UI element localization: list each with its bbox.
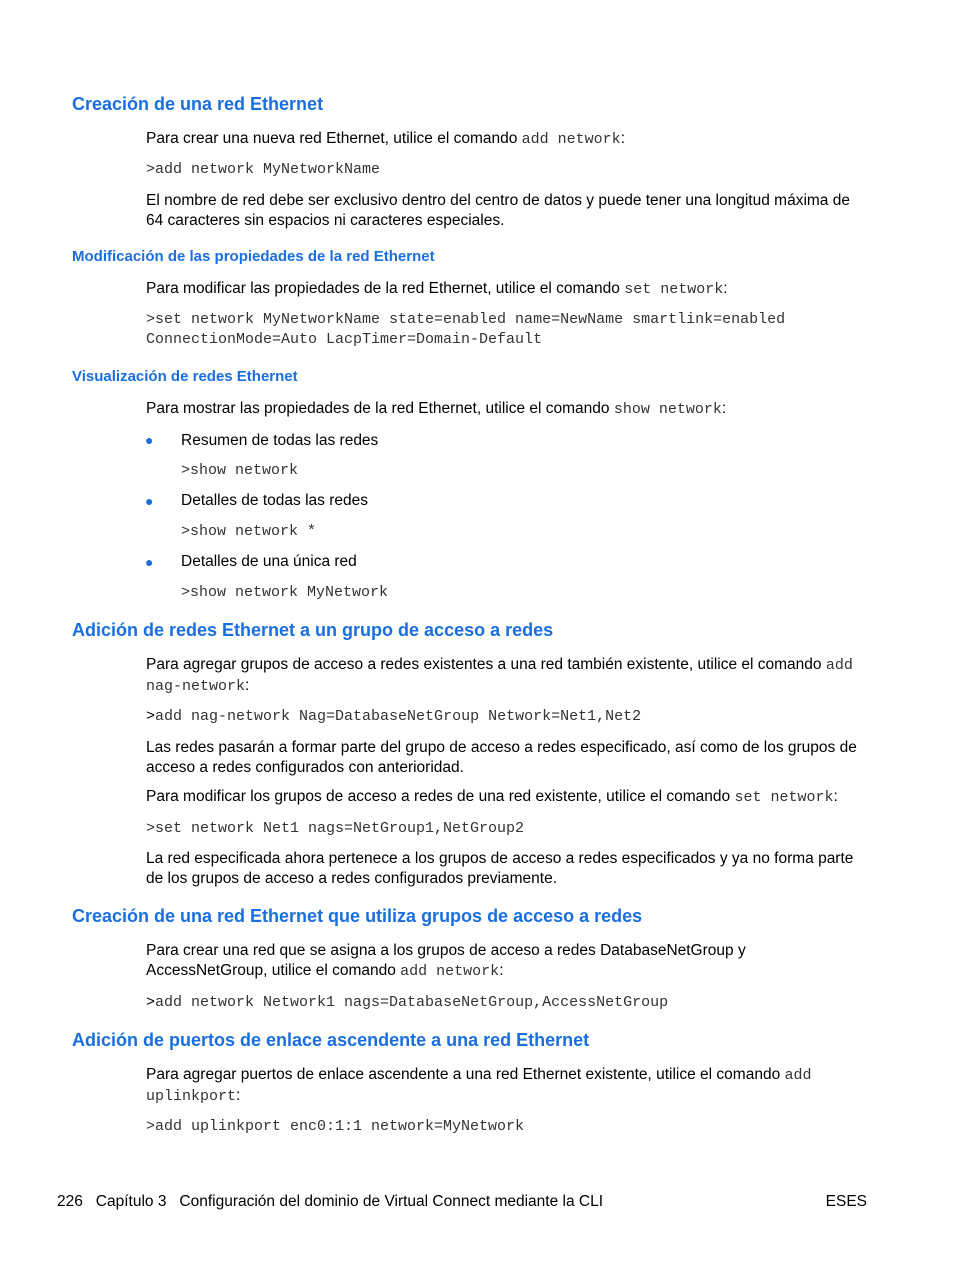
code-text: add nag-network Nag=DatabaseNetGroup Network=Net1,Net2: [155, 708, 642, 725]
code-block: >show network *: [181, 523, 317, 540]
paragraph: [146, 399, 866, 420]
text: Para crear una red que se asigna a los grupos de acceso a redes DatabaseNetGroup y AccessNetGroup, utilice el comando: [146, 942, 746, 979]
code-line: >set network MyNetworkName state=enabled name=NewName smartlink=enabled: [146, 311, 786, 328]
text: Para modificar las propiedades de la red Ethernet, utilice el comando: [146, 280, 625, 297]
inline-command: add network: [521, 131, 621, 148]
text: :: [620, 130, 626, 147]
inline-command: add nag-network: [146, 657, 853, 695]
section-title-add-uplinkport: Adición de puertos de enlace ascendente a una red Ethernet: [72, 1030, 590, 1050]
text: :: [245, 677, 250, 694]
page-footer: [57, 1192, 603, 1212]
code-block: [146, 707, 866, 727]
code-prompt: >: [146, 994, 156, 1011]
text: Para modificar los grupos de acceso a redes de una red existente, utilice el comando: [146, 788, 735, 805]
list-item: Resumen de todas las redes: [181, 432, 379, 449]
paragraph: La red especificada ahora pertenece a los grupos de acceso a redes especificados y ya no forma parte de los grupos de acceso a redes configurados previamente.: [146, 850, 854, 887]
language-code: ESES: [825, 1193, 867, 1210]
text: :: [236, 1087, 241, 1104]
text: :: [833, 788, 838, 805]
code-text: add network Network1 nags=DatabaseNetGroup,AccessNetGroup: [155, 994, 669, 1011]
code-line: ConnectionMode=Auto LacpTimer=Domain-Default: [146, 331, 543, 348]
text: Para agregar puertos de enlace ascendente a una red Ethernet existente, utilice el comando: [146, 1066, 785, 1083]
paragraph: [146, 787, 866, 808]
inline-command: set network: [624, 281, 724, 298]
code-block: >add uplinkport enc0:1:1 network=MyNetwork: [146, 1118, 525, 1135]
paragraph: El nombre de red debe ser exclusivo dentro del centro de datos y puede tener una longitud máxima de 64 caracteres sin espacios ni caracteres especiales.: [146, 192, 850, 229]
bullet-icon: ●: [145, 432, 154, 448]
code-block: >show network: [181, 462, 299, 479]
section-title-create-network: Creación de una red Ethernet: [72, 94, 324, 114]
subsection-title-modify-network: Modificación de las propiedades de la red Ethernet: [72, 248, 435, 265]
bullet-icon: ●: [145, 554, 154, 570]
inline-command: show network: [613, 401, 722, 418]
text: Para agregar grupos de acceso a redes existentes a una red también existente, utilice el comando: [146, 656, 826, 673]
bullet-icon: ●: [145, 493, 154, 509]
code-prompt: >: [146, 708, 156, 725]
paragraph: [146, 1065, 866, 1107]
code-block: >set network Net1 nags=NetGroup1,NetGroup2: [146, 820, 525, 837]
section-title-add-nag: Adición de redes Ethernet a un grupo de acceso a redes: [72, 620, 554, 640]
list-item: Detalles de todas las redes: [181, 492, 368, 509]
inline-command: add network: [400, 963, 500, 980]
paragraph: [146, 129, 866, 150]
inline-command: add uplinkport: [146, 1067, 812, 1105]
text: :: [721, 400, 727, 417]
page-number: 226: [57, 1193, 83, 1210]
text: Para mostrar las propiedades de la red Ethernet, utilice el comando: [146, 400, 614, 417]
section-title-create-with-nags: Creación de una red Ethernet que utiliza grupos de acceso a redes: [72, 906, 643, 926]
text: :: [499, 962, 504, 979]
chapter-title: Configuración del dominio de Virtual Connect mediante la CLI: [179, 1193, 604, 1210]
code-block: [146, 310, 866, 350]
text: :: [723, 280, 728, 297]
paragraph: [146, 941, 866, 982]
paragraph: [146, 655, 866, 697]
chapter-label: Capítulo 3: [95, 1193, 167, 1210]
subsection-title-show-networks: Visualización de redes Ethernet: [72, 368, 298, 385]
text: Para crear una nueva red Ethernet, utilice el comando: [146, 130, 522, 147]
paragraph: Las redes pasarán a formar parte del grupo de acceso a redes especificado, así como de los grupos de acceso a redes configurados con anterioridad.: [146, 739, 857, 776]
code-block: >show network MyNetwork: [181, 584, 389, 601]
code-block: >add network MyNetworkName: [146, 161, 381, 178]
list-item: Detalles de una única red: [181, 553, 357, 570]
paragraph: [146, 279, 866, 300]
inline-command: set network: [734, 789, 834, 806]
code-block: [146, 993, 866, 1013]
